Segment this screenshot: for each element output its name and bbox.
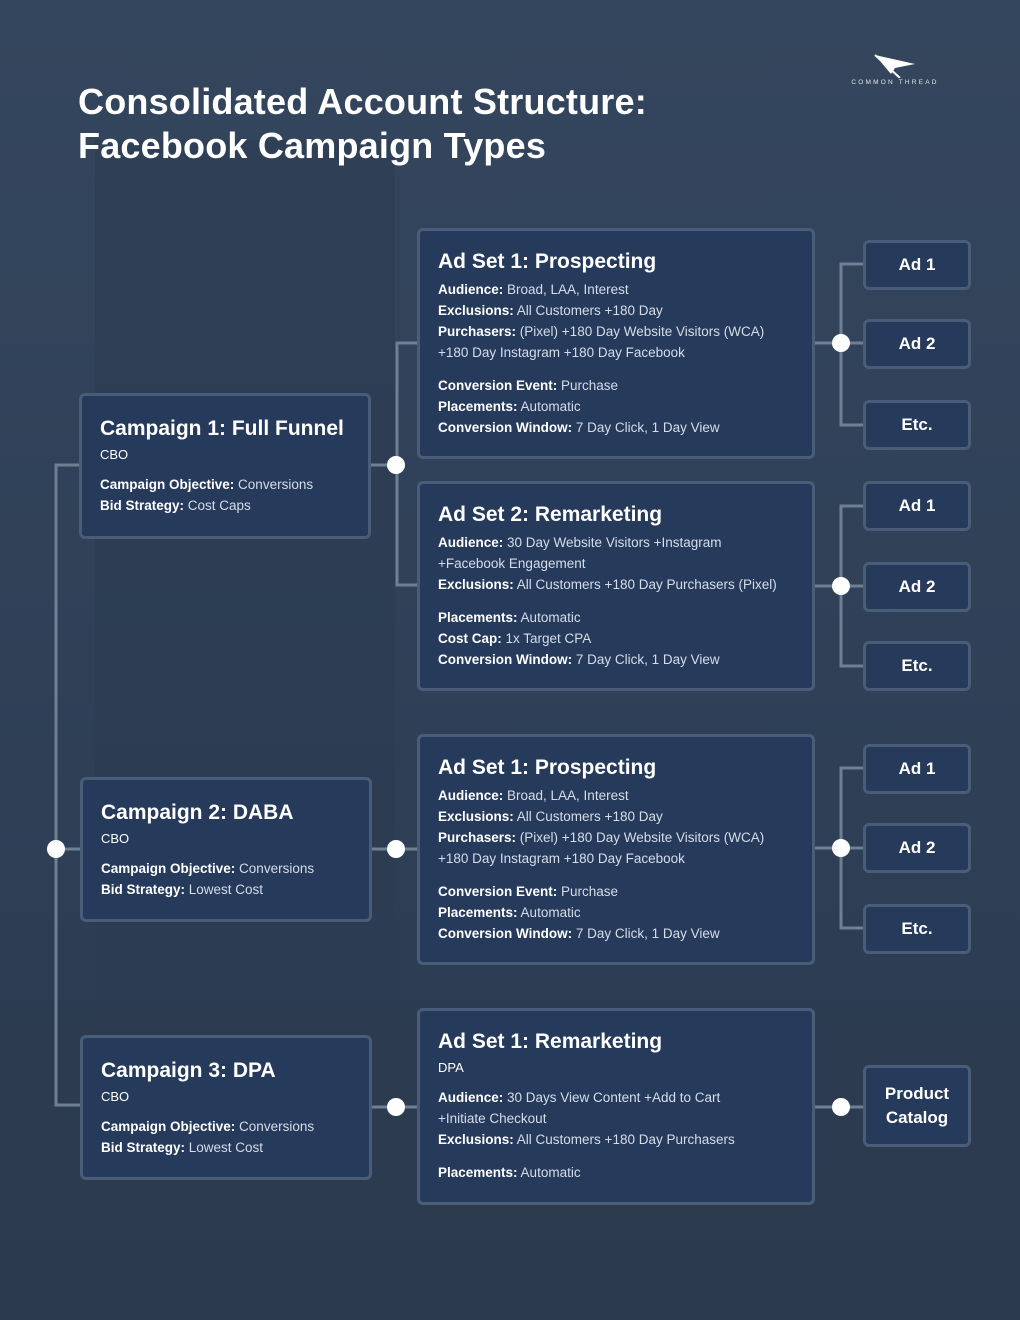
adset-placements: Placements: Automatic — [438, 905, 581, 920]
adset-conversion-event: Conversion Event: Purchase — [438, 378, 619, 393]
node-dot — [832, 839, 850, 857]
adset-purchasers-cont: +180 Day Instagram +180 Day Facebook — [438, 851, 685, 866]
campaign-budget-type: CBO — [100, 447, 129, 462]
campaign-title: Campaign 1: Full Funnel — [100, 417, 344, 440]
ad-2-box[interactable]: Ad 2 — [863, 823, 971, 873]
node-dot — [387, 456, 405, 474]
ad-1-box[interactable]: Ad 1 — [863, 240, 971, 290]
campaign-3-card[interactable] — [80, 1035, 372, 1180]
adset-purchasers: Purchasers: (Pixel) +180 Day Website Visitors (WCA) — [438, 830, 765, 845]
adset-2-card[interactable] — [417, 481, 815, 691]
adset-audience: Audience: 30 Day Website Visitors +Instagram — [438, 535, 722, 550]
node-dot — [832, 577, 850, 595]
adset-conversion-window: Conversion Window: 7 Day Click, 1 Day View — [438, 926, 720, 941]
adset-audience: Audience: Broad, LAA, Interest — [438, 788, 629, 803]
adset-1-card[interactable] — [417, 228, 815, 459]
ad-etc-box[interactable]: Etc. — [863, 400, 971, 450]
title-line-1: Consolidated Account Structure: — [78, 81, 647, 122]
ad-1-box[interactable]: Ad 1 — [863, 481, 971, 531]
product-catalog-box[interactable] — [863, 1065, 971, 1147]
ad-etc-box[interactable]: Etc. — [863, 641, 971, 691]
adset-exclusions: Exclusions: All Customers +180 Day — [438, 809, 663, 824]
adset-placements: Placements: Automatic — [438, 399, 581, 414]
adset-audience: Audience: Broad, LAA, Interest — [438, 282, 629, 297]
logo-text: COMMON THREAD — [851, 79, 939, 86]
adset-title: Ad Set 1: Prospecting — [438, 756, 657, 779]
adset-audience-cont: +Facebook Engagement — [438, 556, 586, 571]
adset-exclusions: Exclusions: All Customers +180 Day — [438, 303, 663, 318]
node-dot — [832, 1098, 850, 1116]
adset-3-card[interactable] — [417, 734, 815, 965]
campaign-title: Campaign 2: DABA — [101, 801, 294, 824]
ad-etc-box[interactable]: Etc. — [863, 904, 971, 954]
adset-conversion-event: Conversion Event: Purchase — [438, 884, 619, 899]
ad-2-box[interactable]: Ad 2 — [863, 562, 971, 612]
catalog-line-2: Catalog — [885, 1108, 949, 1127]
adset-conversion-window: Conversion Window: 7 Day Click, 1 Day View — [438, 652, 720, 667]
adset-title: Ad Set 2: Remarketing — [438, 503, 663, 526]
campaign-objective: Campaign Objective: Conversions — [101, 1119, 315, 1134]
ad-2-box[interactable]: Ad 2 — [863, 319, 971, 369]
catalog-line-1: Product — [884, 1084, 950, 1103]
node-dot — [387, 840, 405, 858]
adset-title: Ad Set 1: Prospecting — [438, 250, 657, 273]
adset-purchasers: Purchasers: (Pixel) +180 Day Website Visitors (WCA) — [438, 324, 765, 339]
adset-cost-cap: Cost Cap: 1x Target CPA — [438, 631, 592, 646]
campaign-objective: Campaign Objective: Conversions — [100, 477, 314, 492]
ad-1-box[interactable]: Ad 1 — [863, 744, 971, 794]
campaign-budget-type: CBO — [101, 1089, 130, 1104]
adset-placements: Placements: Automatic — [438, 610, 581, 625]
adset-exclusions: Exclusions: All Customers +180 Day Purchasers — [438, 1132, 735, 1147]
campaign-budget-type: CBO — [101, 831, 130, 846]
adset-exclusions: Exclusions: All Customers +180 Day Purchasers (Pixel) — [438, 577, 777, 592]
node-dot — [387, 1098, 405, 1116]
title-line-2: Facebook Campaign Types — [78, 125, 547, 166]
campaign-title: Campaign 3: DPA — [101, 1059, 276, 1082]
campaign-bid-strategy: Bid Strategy: Lowest Cost — [101, 1140, 264, 1155]
node-dot — [47, 840, 65, 858]
adset-conversion-window: Conversion Window: 7 Day Click, 1 Day View — [438, 420, 720, 435]
adset-subtitle: DPA — [438, 1060, 464, 1075]
adset-audience: Audience: 30 Days View Content +Add to Cart — [438, 1090, 721, 1105]
campaign-2-card[interactable] — [80, 777, 372, 922]
campaign-1-card[interactable] — [79, 393, 371, 539]
adset-audience-cont: +Initiate Checkout — [438, 1111, 547, 1126]
adset-placements: Placements: Automatic — [438, 1165, 581, 1180]
adset-title: Ad Set 1: Remarketing — [438, 1030, 663, 1053]
campaign-bid-strategy: Bid Strategy: Lowest Cost — [101, 882, 264, 897]
campaign-objective: Campaign Objective: Conversions — [101, 861, 315, 876]
node-dot — [832, 334, 850, 352]
adset-4-card[interactable] — [417, 1008, 815, 1205]
campaign-bid-strategy: Bid Strategy: Cost Caps — [100, 498, 251, 513]
adset-purchasers-cont: +180 Day Instagram +180 Day Facebook — [438, 345, 685, 360]
